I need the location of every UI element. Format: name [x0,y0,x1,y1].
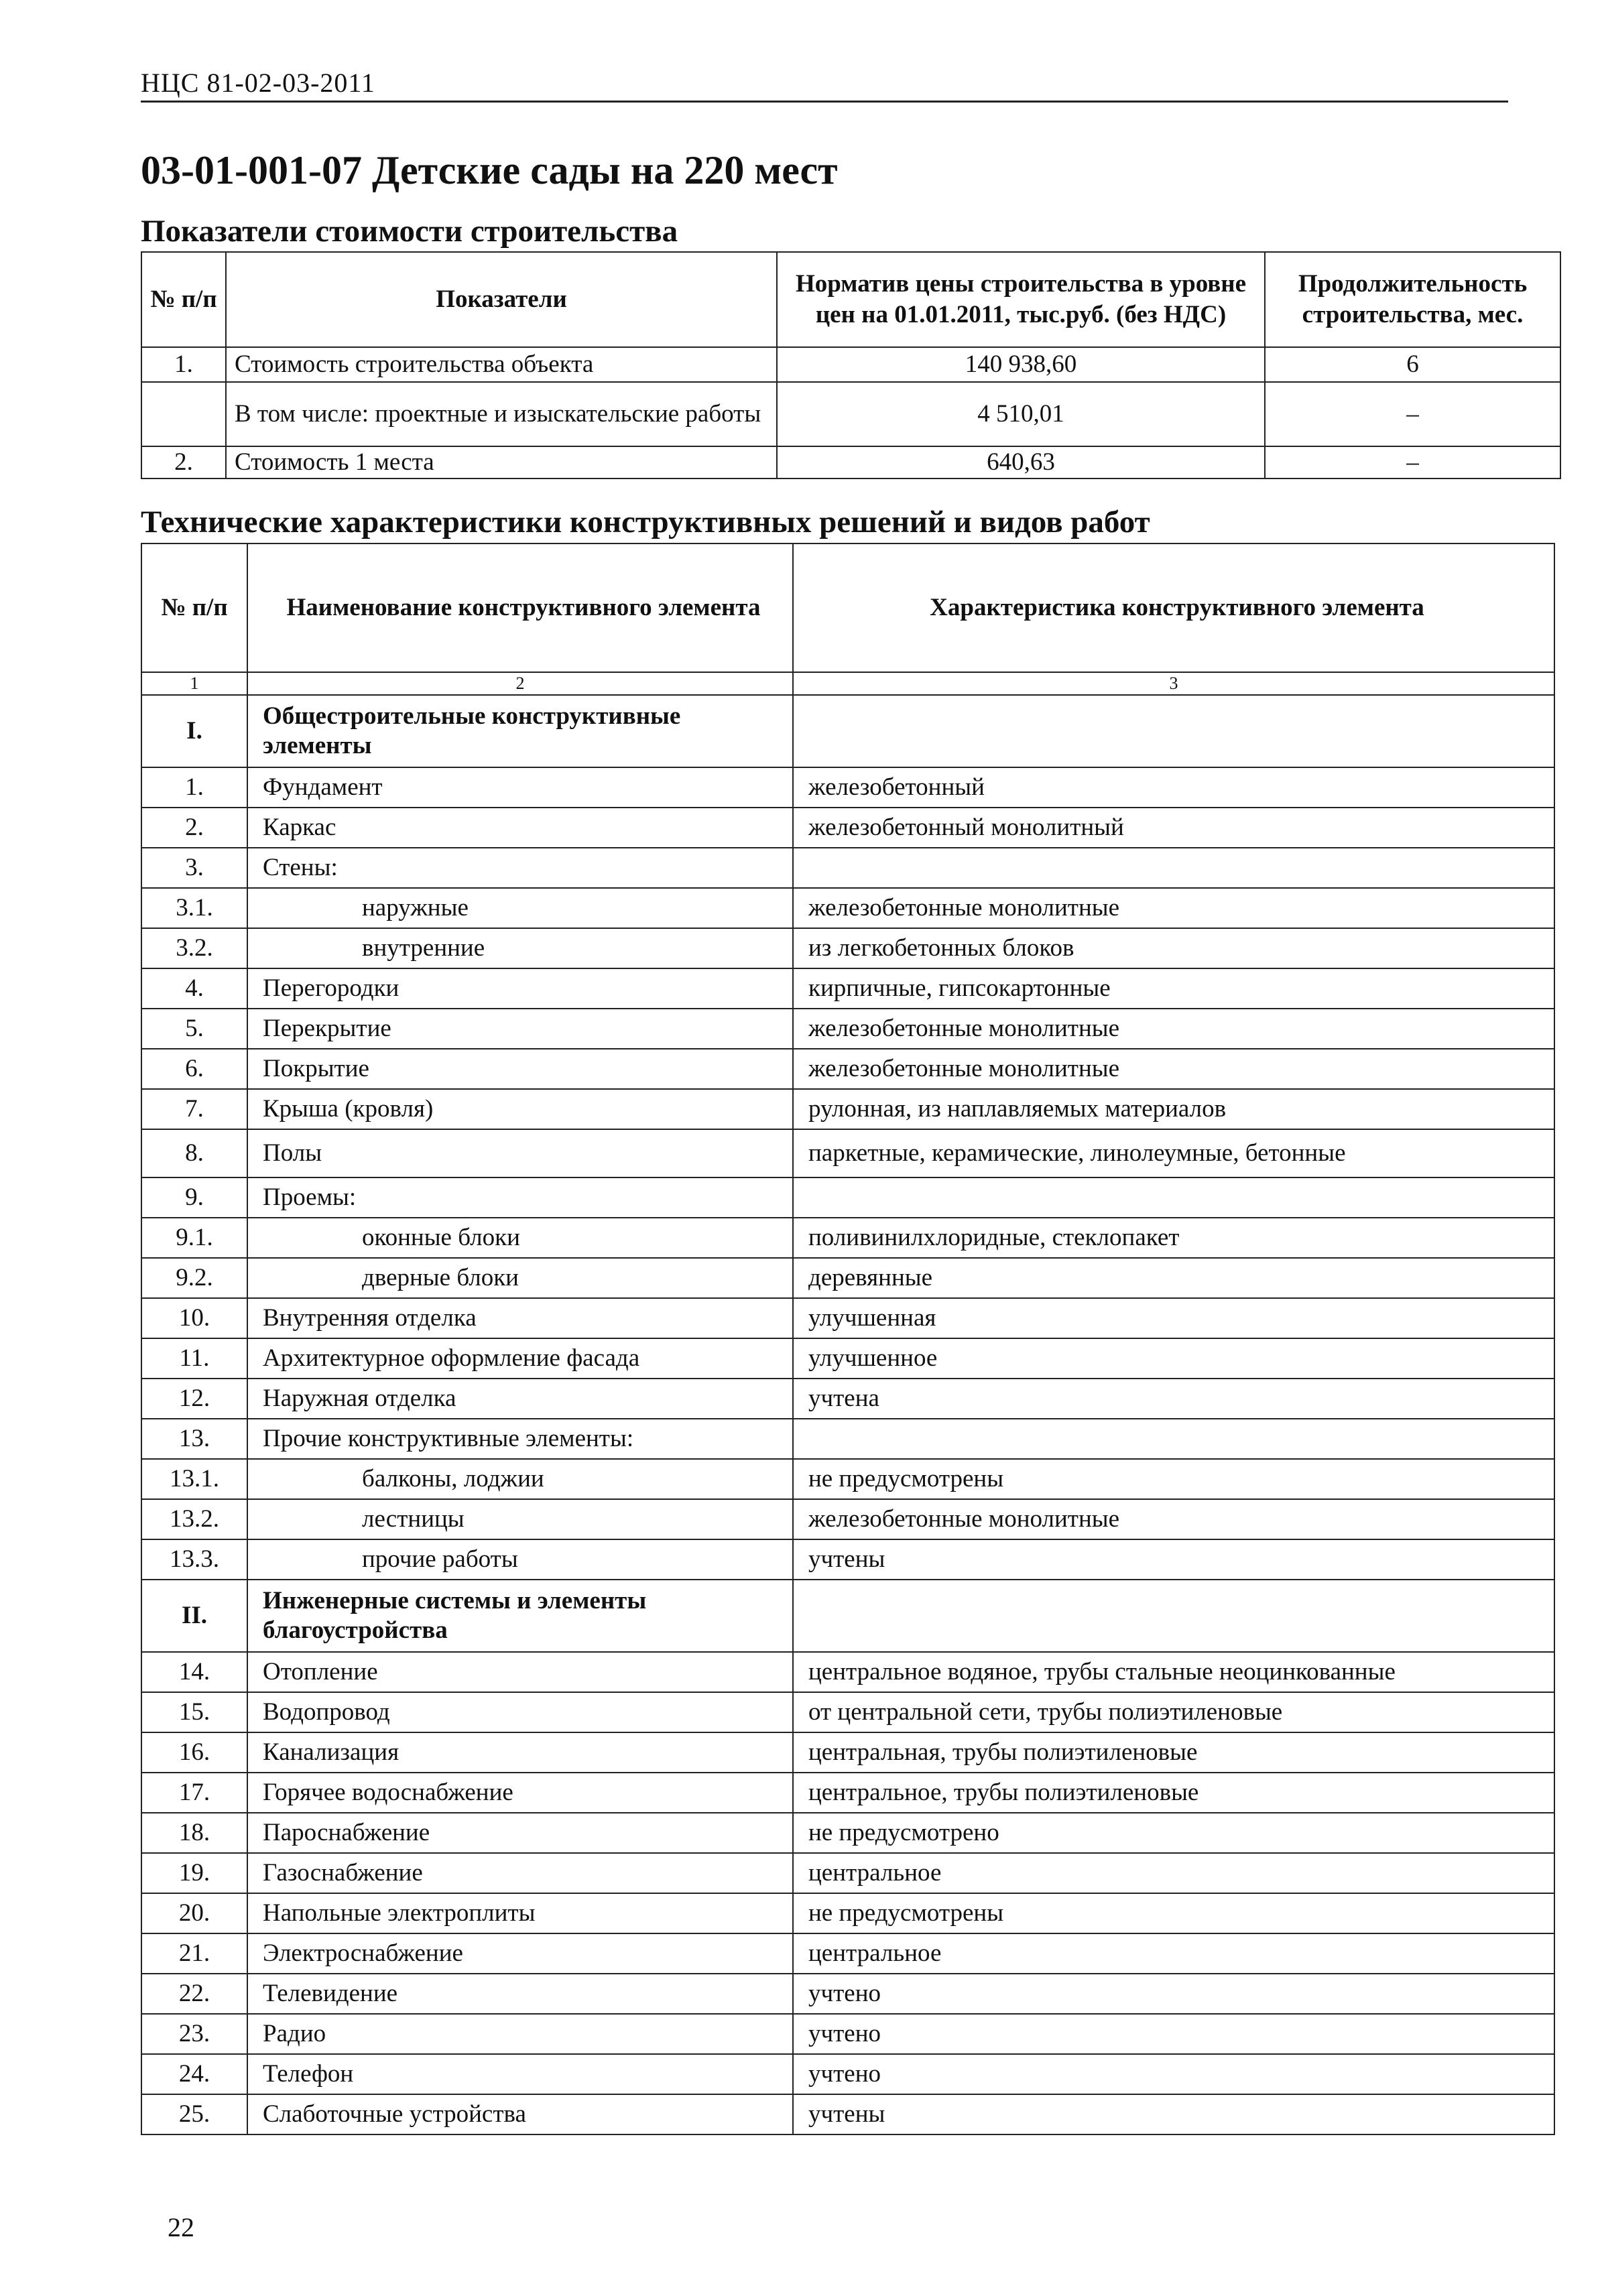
tech-row-name: оконные блоки [247,1218,793,1258]
tech-row [141,2054,1554,2094]
tech-row-characteristic: центральное, трубы полиэтиленовые [793,1773,1554,1813]
tech-row-num: 3.2. [141,928,247,968]
tech-row-characteristic: учтены [793,1539,1554,1580]
tech-row-num: 3. [141,848,247,888]
tech-row-characteristic: центральное водяное, трубы стальные неоцинкованные [793,1652,1554,1692]
tech-row-characteristic [793,695,1554,767]
tech-row-characteristic: из легкобетонных блоков [793,928,1554,968]
cost-row-duration: – [1265,382,1560,446]
tech-row-characteristic: центральное [793,1933,1554,1974]
tech-row-num: 12. [141,1379,247,1419]
tech-row-characteristic: учтено [793,2014,1554,2054]
tech-row [141,1933,1554,1974]
tech-row-num: 18. [141,1813,247,1853]
tech-row [141,767,1554,808]
tech-row-characteristic: не предусмотрено [793,1813,1554,1853]
tech-row-characteristic: учтены [793,2094,1554,2134]
tech-row-name: Общестроительные конструктивные элементы [247,695,793,767]
cost-section-heading: Показатели стоимости строительства [141,214,678,249]
tech-row [141,1539,1554,1580]
tech-row-name: Архитектурное оформление фасада [247,1338,793,1379]
tech-row-name: лестницы [247,1499,793,1539]
cost-row-duration: – [1265,446,1560,479]
tech-table [141,543,1555,2135]
cost-row-value: 4 510,01 [777,382,1265,446]
tech-row [141,1459,1554,1499]
cost-row-label: Стоимость 1 места [226,446,777,479]
tech-row-num: 10. [141,1298,247,1338]
tech-row-num: 16. [141,1732,247,1773]
tech-section-heading: Технические характеристики конструктивных решений и видов работ [141,505,1150,539]
tech-row [141,1974,1554,2014]
tech-row-characteristic: не предусмотрены [793,1893,1554,1933]
tech-row-characteristic: железобетонные монолитные [793,1009,1554,1049]
tech-row-name: Перекрытие [247,1009,793,1049]
tech-row [141,1009,1554,1049]
tech-row-characteristic: железобетонные монолитные [793,1499,1554,1539]
col-number: 3 [793,672,1554,695]
tech-row-characteristic: не предусмотрены [793,1459,1554,1499]
cost-col-duration: Продолжительность строительства, мес. [1265,252,1560,347]
cost-row-num [141,382,226,446]
tech-row-characteristic: железобетонные монолитные [793,888,1554,928]
tech-row-characteristic: улучшенное [793,1338,1554,1379]
tech-row-characteristic [793,848,1554,888]
tech-col-num: № п/п [141,544,247,672]
tech-row-num: 3.1. [141,888,247,928]
tech-row-name: Горячее водоснабжение [247,1773,793,1813]
tech-row-num: 13.2. [141,1499,247,1539]
tech-row [141,1338,1554,1379]
tech-row [141,1129,1554,1177]
tech-row-num: 13. [141,1419,247,1459]
tech-row-characteristic: центральное [793,1853,1554,1893]
cost-row-label: Стоимость строительства объекта [226,347,777,382]
col-number: 1 [141,672,247,695]
tech-row-name: дверные блоки [247,1258,793,1298]
tech-row-characteristic: деревянные [793,1258,1554,1298]
tech-row-characteristic: железобетонный монолитный [793,808,1554,848]
tech-row-characteristic: паркетные, керамические, линолеумные, бетонные [793,1129,1554,1177]
tech-row-name: Внутренняя отделка [247,1298,793,1338]
tech-row-name: наружные [247,888,793,928]
tech-row [141,1049,1554,1089]
tech-row-name: Инженерные системы и элементы благоустройства [247,1580,793,1652]
tech-row-num: 13.1. [141,1459,247,1499]
tech-row-name: Электроснабжение [247,1933,793,1974]
tech-row-characteristic: учтено [793,1974,1554,2014]
cost-table-header [141,252,1560,347]
tech-row-name: Газоснабжение [247,1853,793,1893]
tech-row [141,928,1554,968]
header-rule [141,101,1508,103]
tech-row-characteristic: железобетонный [793,767,1554,808]
tech-row-characteristic: кирпичные, гипсокартонные [793,968,1554,1009]
tech-row [141,1773,1554,1813]
tech-row-num: 11. [141,1338,247,1379]
tech-row-name: Стены: [247,848,793,888]
tech-row-characteristic: улучшенная [793,1298,1554,1338]
tech-row-num: 23. [141,2014,247,2054]
tech-row-num: 8. [141,1129,247,1177]
tech-col-char: Характеристика конструктивного элемента [793,544,1554,672]
tech-row [141,1258,1554,1298]
tech-row-name: Радио [247,2014,793,2054]
tech-row-name: Канализация [247,1732,793,1773]
tech-row-characteristic: центральная, трубы полиэтиленовые [793,1732,1554,1773]
tech-row [141,888,1554,928]
tech-row-num: 21. [141,1933,247,1974]
tech-row-characteristic: железобетонные монолитные [793,1049,1554,1089]
tech-row [141,2014,1554,2054]
tech-row-name: Наружная отделка [247,1379,793,1419]
cost-row-duration: 6 [1265,347,1560,382]
tech-row-num: 17. [141,1773,247,1813]
cost-col-label: Показатели [226,252,777,347]
tech-row-num: 25. [141,2094,247,2134]
tech-row-name: Водопровод [247,1692,793,1732]
tech-row-name: Отопление [247,1652,793,1692]
tech-row [141,1419,1554,1459]
tech-table-body [141,695,1554,2134]
tech-row-name: Слаботочные устройства [247,2094,793,2134]
tech-col-name: Наименование конструктивного элемента [247,544,793,672]
tech-row-num: I. [141,695,247,767]
tech-row [141,1732,1554,1773]
tech-row-num: 9.2. [141,1258,247,1298]
tech-table-header [141,544,1554,672]
tech-row-num: 1. [141,767,247,808]
cost-row-value: 640,63 [777,446,1265,479]
tech-row-num: 7. [141,1089,247,1129]
tech-row-name: Покрытие [247,1049,793,1089]
tech-row-num: 2. [141,808,247,848]
tech-row-num: 5. [141,1009,247,1049]
tech-row-characteristic [793,1580,1554,1652]
cost-row-value: 140 938,60 [777,347,1265,382]
tech-row [141,1499,1554,1539]
tech-row-num: 24. [141,2054,247,2094]
tech-row-num: 9. [141,1177,247,1218]
cost-row-num: 2. [141,446,226,479]
col-number: 2 [247,672,793,695]
tech-row [141,1177,1554,1218]
tech-row-num: 14. [141,1652,247,1692]
tech-row-name: Напольные электроплиты [247,1893,793,1933]
document-code: НЦС 81-02-03-2011 [141,68,375,98]
cost-col-num: № п/п [141,252,226,347]
tech-row-num: 6. [141,1049,247,1089]
tech-row-num: 4. [141,968,247,1009]
tech-row [141,1853,1554,1893]
tech-row [141,808,1554,848]
tech-row [141,2094,1554,2134]
tech-row [141,1089,1554,1129]
page-number: 22 [168,2212,194,2242]
tech-row-name: Полы [247,1129,793,1177]
tech-row-num: 20. [141,1893,247,1933]
tech-row-name: внутренние [247,928,793,968]
tech-row-characteristic [793,1177,1554,1218]
tech-row-name: Пароснабжение [247,1813,793,1853]
tech-column-numbers [141,672,1554,695]
tech-row-name: Перегородки [247,968,793,1009]
tech-row [141,1813,1554,1853]
tech-row-name: Фундамент [247,767,793,808]
tech-row-characteristic: поливинилхлоридные, стеклопакет [793,1218,1554,1258]
tech-group-row [141,695,1554,767]
tech-row-characteristic: рулонная, из наплавляемых материалов [793,1089,1554,1129]
tech-row-characteristic: от центральной сети, трубы полиэтиленовые [793,1692,1554,1732]
page-title: 03-01-001-07 Детские сады на 220 мест [141,148,838,192]
tech-row [141,1298,1554,1338]
tech-row [141,1893,1554,1933]
tech-row-name: Телевидение [247,1974,793,2014]
cost-row-num: 1. [141,347,226,382]
tech-row-name: Крыша (кровля) [247,1089,793,1129]
tech-row-name: балконы, лоджии [247,1459,793,1499]
tech-row-num: 22. [141,1974,247,2014]
tech-row [141,1652,1554,1692]
cost-row [141,446,1560,479]
tech-row-characteristic [793,1419,1554,1459]
tech-row-name: Прочие конструктивные элементы: [247,1419,793,1459]
tech-row [141,968,1554,1009]
tech-group-row [141,1580,1554,1652]
tech-row-num: 19. [141,1853,247,1893]
cost-row [141,347,1560,382]
cost-row-label: В том числе: проектные и изыскательские работы [226,382,777,446]
tech-row-name: Проемы: [247,1177,793,1218]
tech-row-num: 13.3. [141,1539,247,1580]
cost-row [141,382,1560,446]
tech-row [141,1692,1554,1732]
tech-row-name: Телефон [247,2054,793,2094]
tech-row [141,1379,1554,1419]
tech-row [141,1218,1554,1258]
tech-row-num: 15. [141,1692,247,1732]
cost-col-value: Норматив цены строительства в уровне цен на 01.01.2011, тыс.руб. (без НДС) [777,252,1265,347]
cost-table [141,251,1561,479]
tech-row-characteristic: учтено [793,2054,1554,2094]
tech-row-num: 9.1. [141,1218,247,1258]
tech-row-num: II. [141,1580,247,1652]
tech-row-name: Каркас [247,808,793,848]
tech-row [141,848,1554,888]
tech-row-characteristic: учтена [793,1379,1554,1419]
tech-row-name: прочие работы [247,1539,793,1580]
